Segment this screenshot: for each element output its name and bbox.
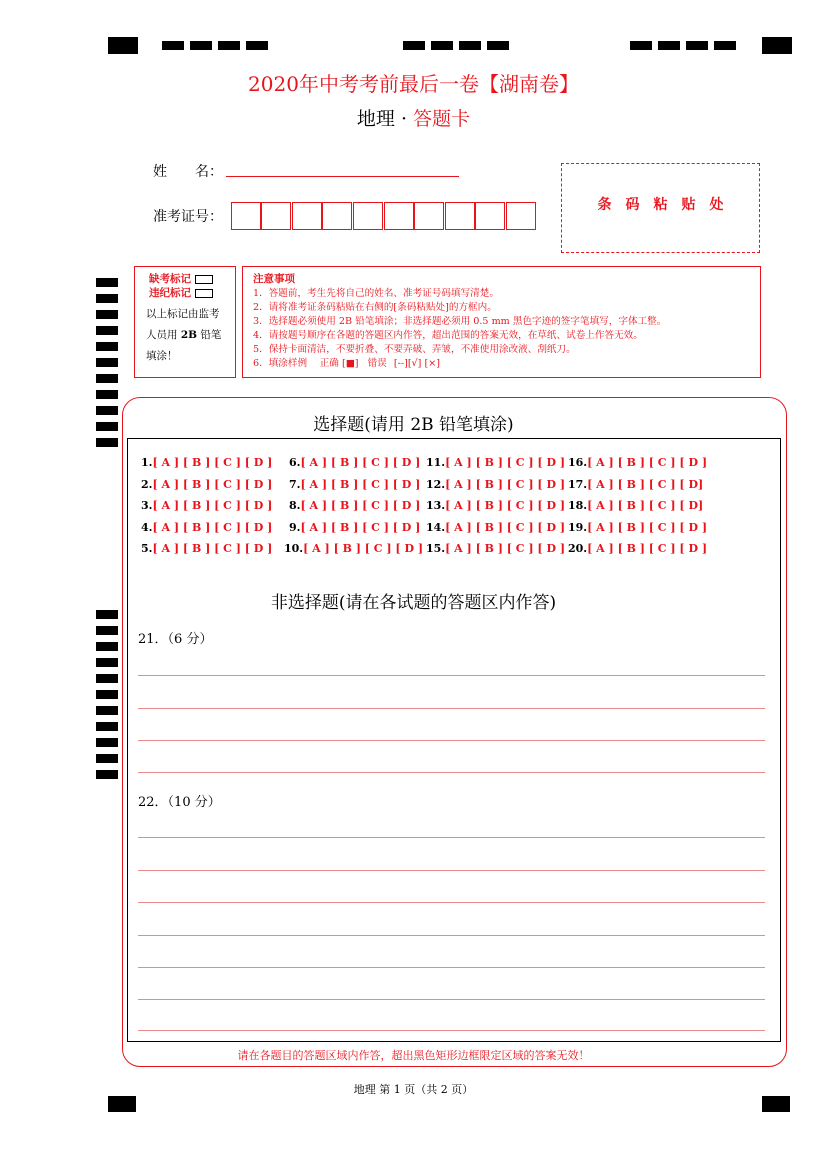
timing-mark	[658, 41, 680, 50]
notice-list	[253, 287, 666, 371]
proctor-note-line: 以上标记由监考	[146, 308, 220, 320]
timing-mark	[686, 41, 708, 50]
question-number: 4.	[141, 520, 153, 534]
question-number: 17.	[568, 477, 588, 491]
choice-question[interactable]	[568, 474, 707, 496]
exam-id-cell[interactable]	[414, 202, 444, 230]
timing-mark	[96, 674, 118, 683]
violation-mark-checkbox[interactable]	[195, 289, 213, 298]
timing-mark	[714, 41, 736, 50]
answer-line-q22[interactable]	[138, 967, 765, 968]
subject-name: 地理	[356, 108, 395, 130]
question-21-label: 21．（6 分）	[138, 632, 213, 647]
timing-mark	[96, 706, 118, 715]
choice-question[interactable]	[426, 495, 565, 517]
choice-column	[141, 452, 272, 560]
answer-line-q22[interactable]	[138, 1030, 765, 1031]
exam-id-cell[interactable]	[384, 202, 414, 230]
answer-options[interactable]: [ A ] [ B ] [ C ] [ D ]	[445, 520, 566, 534]
answer-options[interactable]: [ A ] [ B ] [ C ] [ D ]	[587, 520, 708, 534]
question-number: 3.	[141, 499, 153, 513]
proctor-note-line	[146, 325, 221, 346]
timing-mark	[459, 41, 481, 50]
choice-question[interactable]	[141, 452, 272, 474]
question-22-label: 22．（10 分）	[138, 795, 221, 810]
answer-options[interactable]: [ A ] [ B ] [ C ] [ D ]	[445, 499, 566, 513]
timing-mark	[246, 41, 268, 50]
answer-line-q22[interactable]	[138, 870, 765, 871]
timing-mark	[630, 41, 652, 50]
question-number: 11.	[426, 456, 446, 469]
exam-id-cell[interactable]	[506, 202, 536, 230]
question-number: 16.	[568, 456, 588, 469]
notice-item: 3．选择题必须使用 2B 铅笔填涂；非选择题必须用 0.5 mm 黑色字迹的签字笔填写，字体工整。	[253, 316, 667, 327]
name-label: 姓 名：	[153, 164, 223, 180]
timing-mark	[431, 41, 453, 50]
exam-id-cell[interactable]	[322, 202, 352, 230]
choice-section-title: 选择题(请用 2B 铅笔填涂)	[313, 415, 514, 435]
answer-options[interactable]: [ A ] [ B ] [ C ] [ D ]	[300, 520, 421, 534]
question-number: 18.	[568, 499, 588, 513]
choice-question[interactable]	[141, 517, 272, 539]
timing-mark	[96, 278, 118, 287]
choice-question[interactable]	[568, 517, 707, 539]
corner-mark-top-right	[762, 37, 792, 54]
answer-options[interactable]: [ A ] [ B ] [ C ] [ D ]	[152, 520, 273, 534]
notice-box	[242, 266, 761, 378]
answer-options[interactable]: [ A ] [ B ] [ C ] [ D ]	[303, 542, 424, 556]
timing-mark	[162, 41, 184, 50]
answer-line-q21[interactable]	[138, 740, 765, 741]
proctor-note-pencil: 2B	[180, 329, 198, 341]
timing-mark	[96, 390, 118, 399]
choice-question[interactable]	[426, 452, 565, 474]
question-number: 5.	[141, 542, 153, 556]
answer-options[interactable]: [ A ] [ B ] [ C ] [ D ]	[300, 499, 421, 513]
proctor-note	[146, 304, 221, 367]
fill-sample-wrong-label: 错误	[367, 358, 387, 369]
exam-id-cell[interactable]	[475, 202, 505, 230]
answer-line-q21[interactable]	[138, 772, 765, 773]
corner-mark-top-left	[108, 37, 138, 54]
answer-line-q22[interactable]	[138, 935, 765, 936]
answer-area-warning: 请在各题目的答题区域内作答，超出黑色矩形边框限定区域的答案无效！	[237, 1049, 590, 1062]
timing-mark	[218, 41, 240, 50]
timing-mark	[96, 438, 118, 447]
answer-options[interactable]: [ A ] [ B ] [ C ] [ D ]	[445, 477, 566, 491]
question-number: 10.	[284, 542, 304, 556]
timing-mark	[96, 722, 118, 731]
absent-mark-checkbox[interactable]	[195, 275, 213, 284]
exam-id-cell[interactable]	[292, 202, 322, 230]
choice-question[interactable]	[284, 474, 423, 496]
choice-question[interactable]	[426, 538, 565, 560]
choice-question[interactable]	[141, 495, 272, 517]
choice-question[interactable]	[141, 538, 272, 560]
barcode-area: 条 码 粘 贴 处	[561, 163, 760, 253]
answer-options[interactable]: [ A ] [ B ] [ C ] [ D ]	[152, 499, 273, 513]
choice-column	[284, 452, 423, 560]
timing-mark	[487, 41, 509, 50]
question-number: 7.	[289, 477, 301, 491]
answer-options[interactable]: [ A ] [ B ] [ C ] [ D ]	[152, 542, 273, 556]
answer-line-q22[interactable]	[138, 902, 765, 903]
violation-mark-label: 违纪标记	[149, 287, 191, 299]
answer-options[interactable]: [ A ] [ B ] [ C ] [ D ]	[300, 477, 421, 491]
question-number: 19.	[568, 520, 588, 534]
timing-mark	[96, 310, 118, 319]
notice-item: 5．保持卡面清洁，不要折叠、不要弄破、弄皱，不准使用涂改液、刮纸刀。	[253, 344, 576, 355]
timing-mark	[96, 626, 118, 635]
choice-question[interactable]	[284, 538, 423, 560]
choice-question[interactable]	[568, 495, 707, 517]
exam-id-cell[interactable]	[261, 202, 291, 230]
fill-sample-correct: [■]	[341, 358, 359, 369]
timing-mark	[96, 342, 118, 351]
answer-options[interactable]: [ A ] [ B ] [ C ] [ D ]	[152, 456, 273, 469]
question-number: 13.	[426, 499, 446, 513]
page-title: 2020年中考考前最后一卷【湖南卷】	[248, 72, 579, 96]
question-number: 20.	[568, 542, 588, 556]
answer-options[interactable]: [ A ] [ B ] [ C ] [ D ]	[445, 542, 566, 556]
choice-question[interactable]	[141, 474, 272, 496]
proctor-note-line: 填涂！	[146, 350, 178, 362]
timing-mark	[96, 642, 118, 651]
timing-mark	[190, 41, 212, 50]
exam-id-cell[interactable]	[353, 202, 383, 230]
answer-line-q21[interactable]	[138, 675, 765, 676]
choice-question[interactable]	[568, 538, 707, 560]
exam-id-label: 准考证号：	[153, 209, 223, 225]
violation-mark-row	[149, 287, 213, 301]
notice-item: 2．请将准考证条码粘贴在右侧的[条码粘贴处]的方框内。	[253, 302, 497, 313]
question-number: 14.	[426, 520, 446, 534]
question-number: 15.	[426, 542, 446, 556]
timing-mark	[96, 754, 118, 763]
choice-question[interactable]	[426, 517, 565, 539]
answer-line-q22[interactable]	[138, 837, 765, 838]
question-number: 6.	[289, 456, 301, 469]
fill-sample-row	[253, 357, 666, 371]
answer-options[interactable]: [ A ] [ B ] [ C ] [ D ]	[300, 456, 421, 469]
exam-id-cell[interactable]	[231, 202, 261, 230]
choice-question[interactable]	[568, 452, 707, 474]
timing-mark	[96, 358, 118, 367]
answer-options[interactable]: [ A ] [ B ] [ C ] [ D ]	[445, 456, 566, 469]
answer-options[interactable]: [ A ] [ B ] [ C ] [ D]	[587, 499, 704, 513]
timing-mark	[96, 770, 118, 779]
page-number: 地理 第 1 页（共 2 页）	[353, 1083, 474, 1096]
question-number: 1.	[141, 456, 153, 469]
timing-mark	[96, 738, 118, 747]
answer-line-q21[interactable]	[138, 708, 765, 709]
absent-mark-row	[149, 273, 213, 287]
page-subtitle	[0, 104, 827, 131]
notice-title: 注意事项	[253, 273, 295, 285]
proctor-note-text: 人员用	[146, 329, 178, 341]
choice-column	[426, 452, 565, 560]
answer-options[interactable]: [ A ] [ B ] [ C ] [ D]	[587, 477, 704, 491]
fill-sample-wrong: [--][√] [×]	[393, 358, 440, 369]
notice-item: 1．答题前，考生先将自己的姓名、准考证号码填写清楚。	[253, 288, 499, 299]
timing-mark	[403, 41, 425, 50]
answer-options[interactable]: [ A ] [ B ] [ C ] [ D ]	[152, 477, 273, 491]
timing-mark	[96, 374, 118, 383]
corner-mark-bottom-right	[762, 1096, 790, 1112]
proctor-note-text: 铅笔	[200, 329, 222, 341]
choice-question[interactable]	[284, 517, 423, 539]
choice-column	[568, 452, 707, 560]
absent-mark-label: 缺考标记	[149, 273, 191, 285]
question-number: 8.	[289, 499, 301, 513]
question-number: 12.	[426, 477, 446, 491]
choice-question[interactable]	[284, 452, 423, 474]
timing-mark	[96, 690, 118, 699]
choice-question[interactable]	[284, 495, 423, 517]
fill-sample-label: 6．填涂样例 正确	[253, 358, 339, 369]
timing-mark	[96, 326, 118, 335]
question-number: 2.	[141, 477, 153, 491]
title-separator: ·	[400, 108, 408, 130]
answer-line-q22[interactable]	[138, 999, 765, 1000]
card-label: 答题卡	[413, 108, 471, 130]
timing-mark	[96, 658, 118, 667]
answer-options[interactable]: [ A ] [ B ] [ C ] [ D ]	[587, 542, 708, 556]
notice-item: 4．请按题号顺序在各题的答题区内作答，超出范围的答案无效，在草纸、试卷上作答无效。	[253, 330, 643, 341]
question-number: 9.	[289, 520, 301, 534]
timing-mark	[96, 294, 118, 303]
proctor-mark-box	[134, 266, 236, 378]
name-field[interactable]	[226, 176, 459, 177]
corner-mark-bottom-left	[108, 1096, 136, 1112]
exam-id-cell[interactable]	[445, 202, 475, 230]
choice-question[interactable]	[426, 474, 565, 496]
answer-options[interactable]: [ A ] [ B ] [ C ] [ D ]	[587, 456, 708, 469]
open-section-title: 非选择题(请在各试题的答题区内作答)	[270, 593, 557, 613]
